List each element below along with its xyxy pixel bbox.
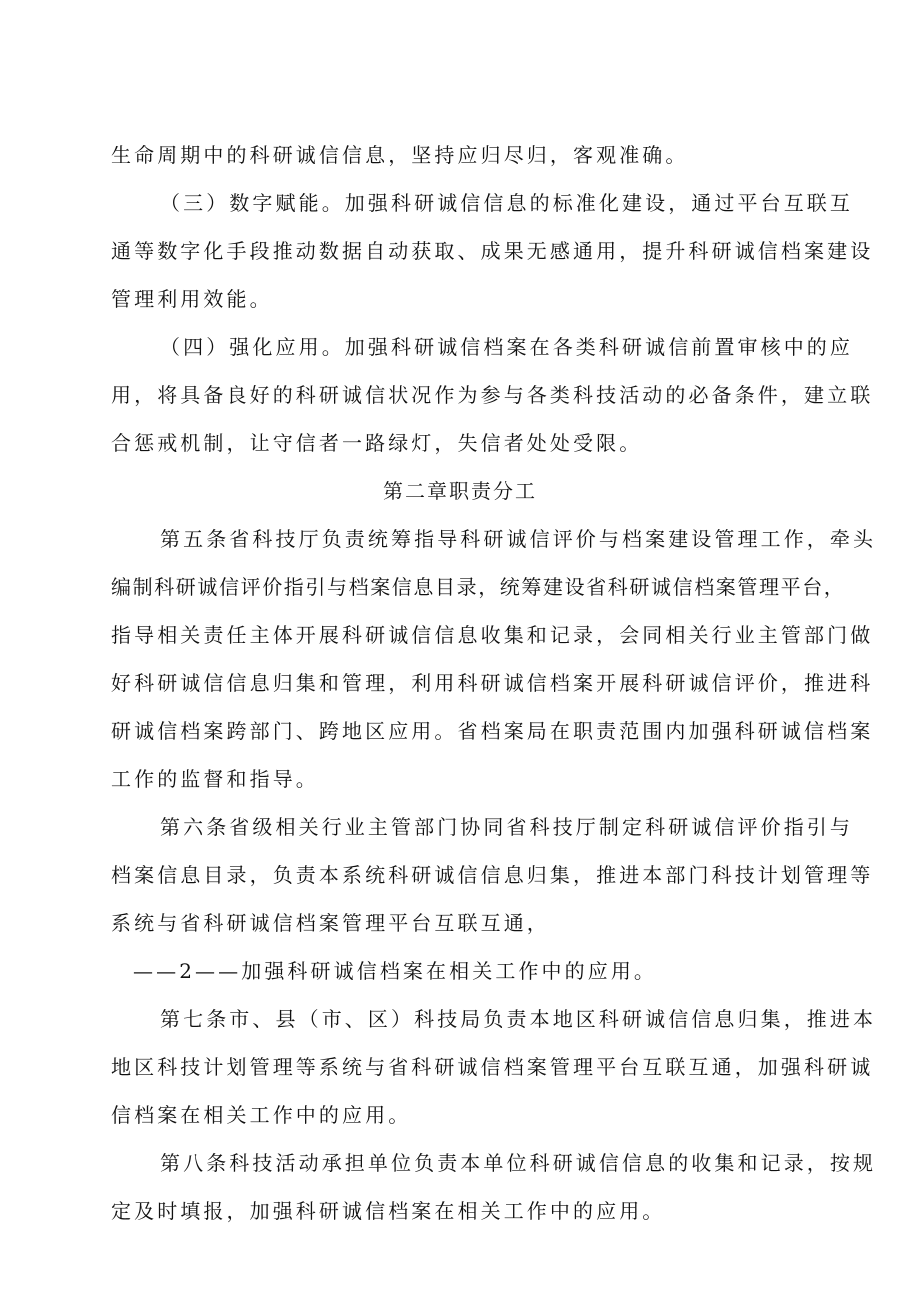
paragraph-line: 工作的监督和指导。 bbox=[111, 767, 319, 791]
paragraph-line: 用，将具备良好的科研诚信状况作为参与各类科技活动的必备条件，建立联 bbox=[111, 383, 874, 407]
paragraph-line: 系统与省科研诚信档案管理平台互联互通， bbox=[111, 911, 550, 935]
paragraph-line: 研诚信档案跨部门、跨地区应用。省档案局在职责范围内加强科研诚信档案 bbox=[111, 719, 874, 743]
paragraph-line: 指导相关责任主体开展科研诚信信息收集和记录，会同相关行业主管部门做 bbox=[111, 623, 874, 647]
paragraph-line: （四）强化应用。加强科研诚信档案在各类科研诚信前置审核中的应 bbox=[160, 335, 853, 359]
paragraph-line: 第五条省科技厅负责统筹指导科研诚信评价与档案建设管理工作，牵头 bbox=[160, 527, 877, 551]
paragraph-line: 编制科研诚信评价指引与档案信息目录，统筹建设省科研诚信档案管理平台， bbox=[111, 575, 846, 599]
paragraph-line: 第六条省级相关行业主管部门协同省科技厅制定科研诚信评价指引与 bbox=[160, 815, 853, 839]
paragraph-line: 管理利用效能。 bbox=[111, 287, 273, 311]
page-number-line: ——2——加强科研诚信档案在相关工作中的应用。 bbox=[133, 959, 658, 983]
paragraph-line: （三）数字赋能。加强科研诚信信息的标准化建设，通过平台互联互 bbox=[160, 191, 853, 215]
chapter-heading: 第二章职责分工 bbox=[383, 479, 537, 503]
paragraph-line: 第八条科技活动承担单位负责本单位科研诚信信息的收集和记录，按规 bbox=[160, 1151, 877, 1175]
paragraph-line: 第七条市、县（市、区）科技局负责本地区科研诚信信息归集，推进本 bbox=[160, 1007, 877, 1031]
paragraph-line: 定及时填报，加强科研诚信档案在相关工作中的应用。 bbox=[111, 1199, 666, 1223]
paragraph-line: 通等数字化手段推动数据自动获取、成果无感通用，提升科研诚信档案建设 bbox=[111, 239, 874, 263]
paragraph-line: 合惩戒机制，让守信者一路绿灯，失信者处处受限。 bbox=[111, 431, 643, 455]
paragraph-line: 档案信息目录，负责本系统科研诚信信息归集，推进本部门科技计划管理等 bbox=[111, 863, 874, 887]
paragraph-line: 信档案在相关工作中的应用。 bbox=[111, 1103, 412, 1127]
paragraph-line: 好科研诚信信息归集和管理，利用科研诚信档案开展科研诚信评价，推进科 bbox=[111, 671, 874, 695]
paragraph-line: 地区科技计划管理等系统与省科研诚信档案管理平台互联互通，加强科研诚 bbox=[111, 1055, 874, 1079]
paragraph-line: 生命周期中的科研诚信信息，坚持应归尽归，客观准确。 bbox=[111, 143, 689, 167]
